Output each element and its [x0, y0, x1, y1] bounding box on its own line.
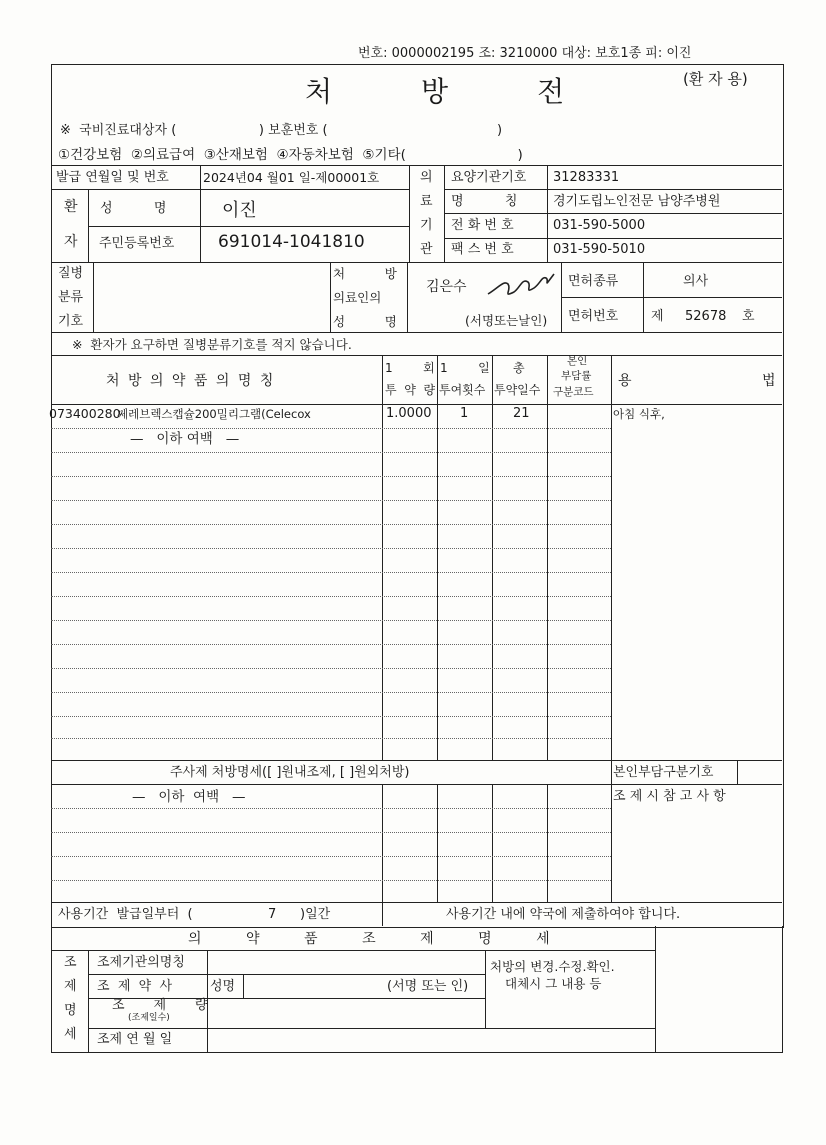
dispense-amount-sub: (조제일수) — [128, 1013, 170, 1023]
rx-header-dose-1: 1 회 — [385, 361, 435, 375]
prescriber-sign-note: (서명또는날인) — [465, 313, 548, 328]
dispense-side-2: 제 — [64, 979, 77, 994]
drug-usage: 아침 식후, — [613, 407, 665, 421]
period-days: 7 — [268, 907, 277, 922]
institution-section-2: 료 — [420, 194, 433, 209]
institution-code: 31283331 — [553, 170, 620, 185]
rx-header-copay-3: 구분코드 — [553, 386, 594, 398]
period-note: 사용기간 내에 약국에 제출하여야 합니다. — [446, 907, 681, 922]
patient-rrn-label: 주민등록번호 — [99, 236, 175, 251]
rx-header-name: 처 방 의 약 품 의 명 칭 — [106, 373, 276, 389]
pharmacy-name-label: 조제기관의명칭 — [97, 955, 185, 970]
issue-date-value: 2024년04 월01 일-제00001호 — [203, 170, 380, 185]
rx-header-copay-2: 부담률 — [561, 370, 592, 382]
remarks-extension-box — [654, 926, 783, 1053]
dispensing-remarks-label: 조 제 시 참 고 사 항 — [613, 789, 726, 804]
rx-blank-marker: — 이하 여백 — — [130, 431, 240, 447]
document-number-line: 번호: 0000002195 조: 3210000 대상: 보호1종 피: 이진 — [358, 46, 692, 61]
rx-header-total-1: 총 — [513, 361, 525, 375]
rx-header-daily-2: 투여횟수 — [439, 383, 486, 397]
drug-daily-count: 1 — [460, 406, 469, 421]
license-type-label: 면허종류 — [568, 274, 619, 289]
injection-header: 주사제 처방명세([ ]원내조제, [ ]원외처방) — [170, 765, 410, 780]
patient-name-label: 성 명 — [100, 201, 167, 216]
pharmacist-sign-note: (서명 또는 인) — [387, 979, 469, 994]
disease-label-1: 질병 — [58, 266, 84, 281]
rx-header-dose-2: 투 약 량 — [385, 383, 436, 397]
prescriber-label-2: 의료인의 — [333, 290, 382, 305]
dispense-date-label: 조제 연 월 일 — [97, 1032, 173, 1047]
institution-name: 경기도립노인전문 남양주병원 — [553, 194, 721, 209]
license-prefix: 제 — [651, 309, 664, 324]
copy-label: (환 자 용) — [683, 70, 748, 88]
dispense-side-3: 명 — [64, 1003, 77, 1018]
license-suffix: 호 — [742, 309, 755, 324]
patient-section-label-1: 환 — [64, 199, 78, 215]
license-type: 의사 — [683, 274, 709, 289]
patient-name: 이진 — [222, 200, 257, 221]
institution-section-3: 기 — [420, 218, 433, 233]
prescriber-label-1: 처 방 — [333, 266, 397, 281]
period-suffix: )일간 — [300, 907, 331, 922]
prescriber-signature — [484, 268, 560, 302]
prescriber-name: 김은수 — [426, 279, 467, 295]
institution-phone: 031-590-5000 — [553, 218, 646, 233]
institution-section-1: 의 — [420, 170, 433, 185]
institution-name-label: 명 칭 — [451, 194, 518, 209]
pharmacist-name-label: 성명 — [210, 979, 236, 994]
dispense-title: 의 약 품 조 제 명 세 — [188, 931, 550, 947]
rx-header-usage-1: 용 — [618, 373, 632, 389]
form-title: 처 방 전 — [305, 75, 565, 108]
dispense-side-4: 세 — [64, 1027, 77, 1042]
institution-section-4: 관 — [420, 242, 433, 257]
institution-fax: 031-590-5010 — [553, 242, 646, 257]
patient-section-label-2: 자 — [64, 234, 78, 250]
disease-code-note: ※ 환자가 요구하면 질병분류기호를 적지 않습니다. — [72, 337, 352, 352]
national-patient-line: ※ 국비진료대상자 ( ) 보훈번호 ( ) — [60, 123, 503, 138]
institution-code-label: 요양기관기호 — [451, 170, 527, 185]
injection-blank-marker: — 이하 여백 — — [132, 789, 246, 805]
change-note-1: 처방의 변경.수정.확인. — [490, 959, 615, 974]
drug-total-days: 21 — [513, 406, 530, 421]
drug-dose: 1.0000 — [386, 406, 432, 421]
institution-fax-label: 팩 스 번 호 — [451, 242, 514, 257]
license-number: 52678 — [685, 309, 727, 324]
rx-header-daily-1: 1 일 — [440, 361, 490, 375]
issue-date-label: 발급 연월일 및 번호 — [56, 170, 169, 185]
drug-code: 073400280 — [49, 406, 121, 421]
pharmacist-label: 조 제 약 사 — [97, 979, 173, 994]
license-no-label: 면허번호 — [568, 309, 619, 324]
copay-code-label: 본인부담구분기호 — [613, 765, 714, 780]
dispense-amount-label: 조 제 량 — [112, 998, 208, 1013]
dispense-side-1: 조 — [64, 955, 77, 970]
rx-header-copay-1: 본인 — [567, 355, 588, 367]
disease-label-3: 기호 — [58, 314, 84, 329]
insurance-types: ①건강보험 ②의료급여 ③산재보험 ④자동차보험 ⑤기타( ) — [58, 147, 523, 163]
disease-label-2: 분류 — [58, 290, 84, 305]
prescriber-label-3: 성 명 — [333, 314, 397, 329]
rx-header-total-2: 투약일수 — [494, 383, 541, 397]
patient-rrn: 691014-1041810 — [218, 232, 365, 252]
institution-phone-label: 전 화 번 호 — [451, 218, 514, 233]
drug-name: 쎄레브렉스캡슐200밀리그램(Celecox — [117, 407, 311, 421]
rx-header-usage-2: 법 — [762, 373, 776, 389]
change-note-2: 대체시 그 내용 등 — [505, 976, 602, 991]
period-label: 사용기간 발급일부터 ( — [58, 907, 193, 922]
